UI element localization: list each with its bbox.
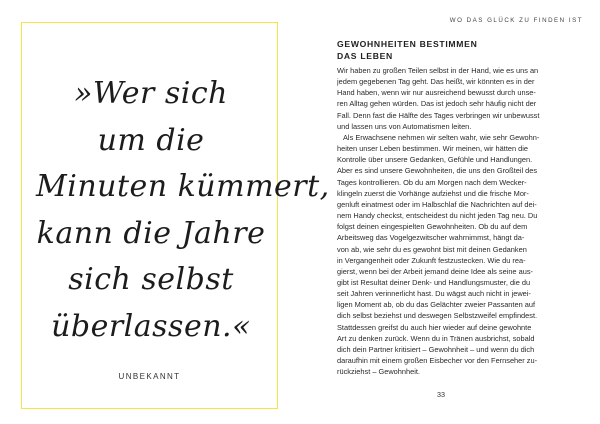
section-title-line: GEWOHNHEITEN BESTIMMEN: [337, 39, 478, 49]
quote-text: [36, 71, 330, 350]
body-line: heiten unser Leben bestimmen. Wir meinen, wir hätten die: [337, 144, 529, 154]
body-line: folgst deinen eingespielten Gewohnheiten. Ob du auf dem: [337, 222, 528, 232]
body-line: Fall. Denn fast die Hälfte des Tages verbringen wir unbewusst: [337, 110, 540, 120]
body-line: Arbeitsweg das Vogelgezwitscher wahrnimmst, hängt da-: [337, 233, 525, 243]
quote-line: sich selbst: [68, 262, 234, 297]
body-line: daraufhin mit einem großen Eisbecher vor den Fernseher zu-: [337, 356, 538, 366]
section-title: [337, 39, 567, 62]
body-line: ren Alltag gehen würden. Das ist jedoch sehr häufig nicht der: [337, 99, 537, 109]
body-line: Wir haben zu großen Teilen selbst in der Hand, wie es uns an: [337, 66, 539, 75]
quote-line: »Wer sich: [74, 76, 228, 111]
body-line: Hand haben, wenn wir nur ausreichend bewusst durch unse-: [337, 88, 536, 98]
body-text: [337, 65, 564, 377]
body-line: Tages kontrollieren. Ob du am Morgen nach dem Wecker-: [337, 177, 527, 187]
quote-line: überlassen.«: [51, 308, 251, 344]
body-line: in Vergangenheit oder Zukunft festzustecken. Wie du rea-: [337, 255, 526, 265]
body-line: Als Erwachsene nehmen wir selten wahr, wie sehr Gewohn-: [343, 132, 540, 142]
body-line: Stattdessen greifst du auch hier wieder auf deine gewohnte: [337, 322, 532, 332]
body-line: und lassen uns von Automatismen leiten.: [337, 121, 472, 131]
quote-line: kann die Jahre: [36, 215, 266, 251]
body-line: Art zu denken zurück. Wenn du in Tränen ausbrichst, sobald: [337, 333, 535, 343]
body-line: nem Handy checkst, entscheidest du nicht jeden Tag neu. Du: [337, 211, 538, 221]
body-line: von ab, wie sehr du es gewohnt bist mit deinen Gedanken: [337, 244, 527, 254]
running-head: WO DAS GLÜCK ZU FINDEN IST: [449, 17, 583, 24]
body-line: seit Jahren verinnerlicht hast. Du wägst auch nicht in jewei-: [337, 289, 531, 299]
page-number: 33: [437, 390, 445, 399]
quote-line: Minuten kümmert,: [36, 169, 330, 204]
quote-line: um die: [97, 122, 205, 158]
body-line: rückziehst – Gewohnheit.: [337, 367, 420, 377]
body-line: gibt ist Resultat deiner Denk- und Handlungsmuster, die du: [337, 277, 531, 287]
body-line: dich dein Partner kritisiert – Gewohnheit – und wenn du dich: [337, 344, 535, 354]
body-line: klingeln zuerst die Vorhänge aufziehst und die frische Mor-: [337, 188, 529, 198]
body-line: genluft einatmest oder im Halbschlaf die Nachrichten auf dei-: [337, 199, 537, 209]
body-line: Aber es sind unsere Gewohnheiten, die uns den Großteil des: [337, 166, 538, 176]
body-line: gierst, wenn bei der Arbeit jemand deine Idee als seine aus-: [337, 266, 533, 276]
body-line: Kontrolle über unsere Gedanken, Gefühle und Handlungen.: [337, 155, 533, 165]
quote-card: [21, 22, 330, 409]
body-line: ligen Moment ab, ob du das Gelächter zweier Passanten auf: [337, 300, 536, 310]
quote-author: UNBEKANNT: [118, 372, 181, 381]
body-line: dich selbst beziehst und deswegen Selbstzweifel empfindest.: [337, 311, 538, 321]
body-line: jedem gegebenen Tag geht. Das heißt, wir könnten es in der: [337, 77, 535, 87]
section-title-line: DAS LEBEN: [337, 50, 393, 61]
